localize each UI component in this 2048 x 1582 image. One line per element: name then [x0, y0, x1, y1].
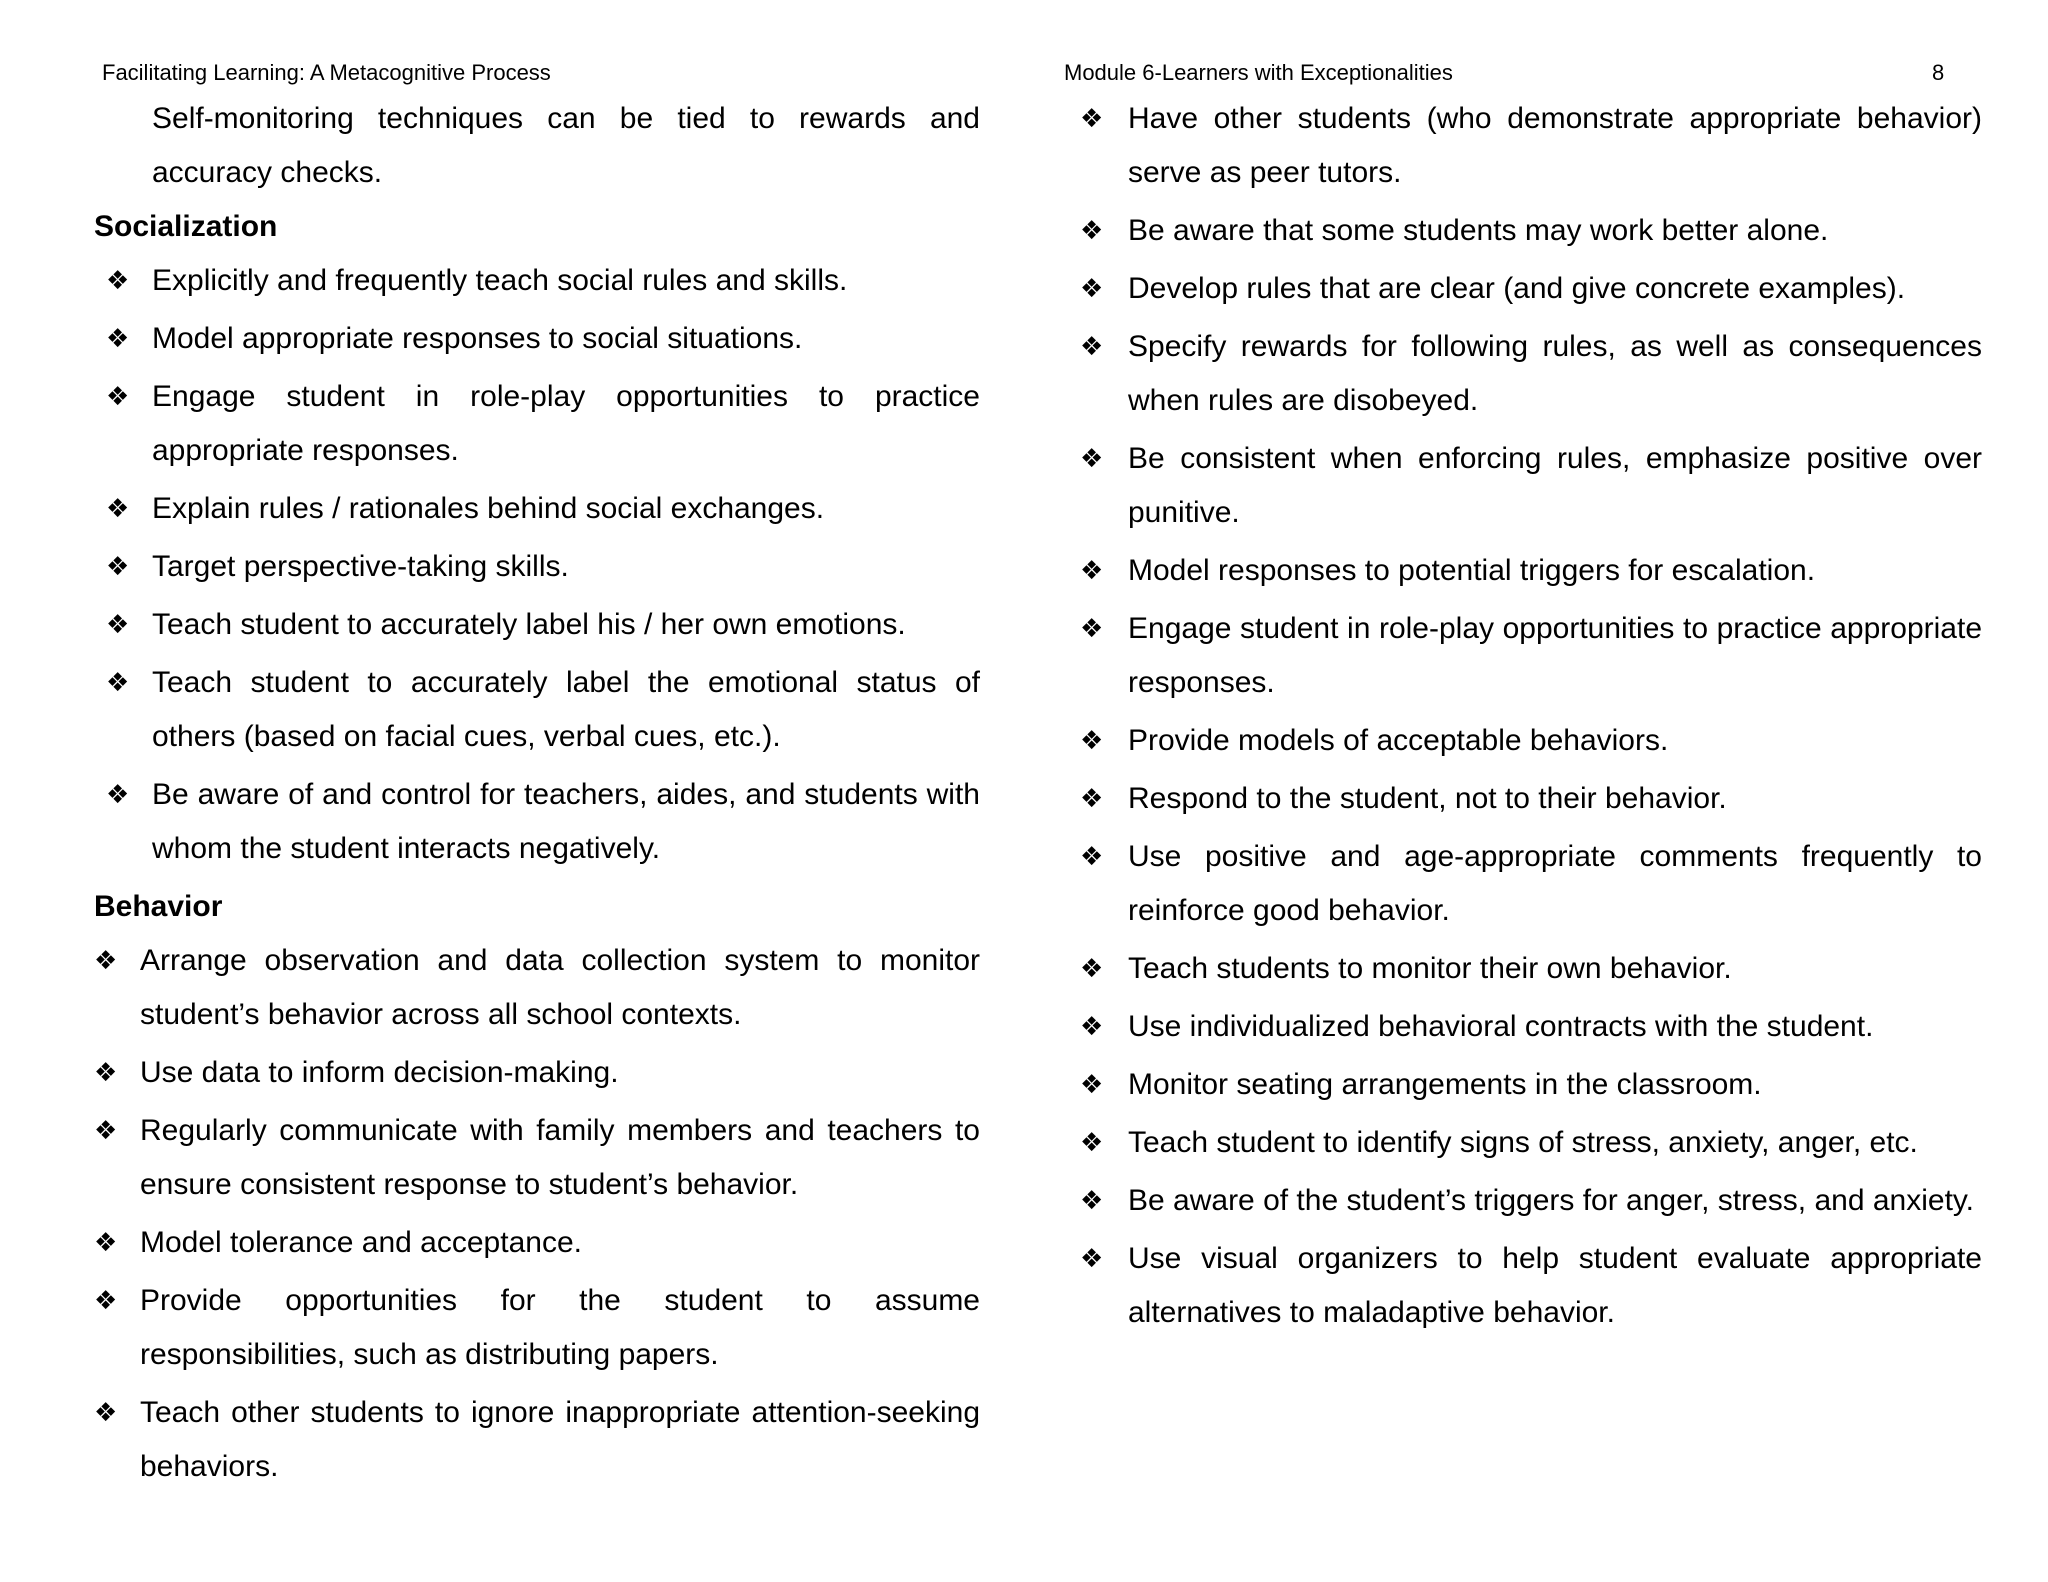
list-item: ❖ Regularly communicate with family members and teachers to ensure consistent response to student’s behavior.: [94, 1104, 980, 1212]
right-page: [1024, 0, 2048, 1582]
behavior-list: [94, 934, 980, 1494]
list-item: ❖ Explain rules / rationales behind social exchanges.: [94, 482, 980, 536]
four-diamond-bullet-icon: ❖: [1080, 1012, 1104, 1042]
four-diamond-bullet-icon: ❖: [94, 1058, 118, 1088]
four-diamond-bullet-icon: ❖: [1080, 842, 1104, 872]
list-item: ❖ Specify rewards for following rules, as well as consequences when rules are disobeyed.: [1070, 320, 1982, 428]
list-item: ❖ Use visual organizers to help student evaluate appropriate alternatives to maladaptive behavior.: [1070, 1232, 1982, 1340]
list-item: ❖ Provide opportunities for the student to assume responsibilities, such as distributing papers.: [94, 1274, 980, 1382]
intro-paragraph: Self-monitoring techniques can be tied to rewards and accuracy checks.: [152, 102, 980, 189]
four-diamond-bullet-icon: ❖: [1080, 332, 1104, 362]
list-item: ❖ Use positive and age-appropriate comments frequently to reinforce good behavior.: [1070, 830, 1982, 938]
list-item: ❖ Use individualized behavioral contracts with the student.: [1070, 1000, 1982, 1054]
four-diamond-bullet-icon: ❖: [94, 1116, 118, 1146]
four-diamond-bullet-icon: ❖: [106, 552, 130, 582]
right-column: [1070, 92, 1982, 1344]
four-diamond-bullet-icon: ❖: [94, 1398, 118, 1428]
four-diamond-bullet-icon: ❖: [1080, 954, 1104, 984]
list-item: ❖ Be aware of and control for teachers, aides, and students with whom the student interacts negatively.: [94, 768, 980, 876]
four-diamond-bullet-icon: ❖: [106, 668, 130, 698]
socialization-list: [94, 254, 980, 876]
four-diamond-bullet-icon: ❖: [1080, 784, 1104, 814]
list-item: ❖ Have other students (who demonstrate appropriate behavior) serve as peer tutors.: [1070, 92, 1982, 200]
list-item: ❖ Teach student to accurately label the emotional status of others (based on facial cues, verbal cues, etc.).: [94, 656, 980, 764]
socialization-heading: Socialization: [94, 210, 278, 243]
list-item: ❖ Target perspective-taking skills.: [94, 540, 980, 594]
four-diamond-bullet-icon: ❖: [1080, 274, 1104, 304]
four-diamond-bullet-icon: ❖: [106, 266, 130, 296]
running-header-right: Module 6-Learners with Exceptionalities: [1064, 60, 1453, 85]
four-diamond-bullet-icon: ❖: [1080, 444, 1104, 474]
list-item: ❖ Teach other students to ignore inappropriate attention-seeking behaviors.: [94, 1386, 980, 1494]
four-diamond-bullet-icon: ❖: [1080, 1244, 1104, 1274]
behavior-list-continued: [1070, 92, 1982, 1340]
four-diamond-bullet-icon: ❖: [94, 946, 118, 976]
four-diamond-bullet-icon: ❖: [106, 382, 130, 412]
four-diamond-bullet-icon: ❖: [94, 1286, 118, 1316]
list-item: ❖ Provide models of acceptable behaviors.: [1070, 714, 1982, 768]
four-diamond-bullet-icon: ❖: [94, 1228, 118, 1258]
four-diamond-bullet-icon: ❖: [106, 494, 130, 524]
list-item: ❖ Teach student to identify signs of stress, anxiety, anger, etc.: [1070, 1116, 1982, 1170]
left-column: [94, 92, 980, 1498]
four-diamond-bullet-icon: ❖: [106, 780, 130, 810]
four-diamond-bullet-icon: ❖: [1080, 216, 1104, 246]
behavior-heading: Behavior: [94, 890, 223, 923]
page-number: 8: [1932, 60, 1945, 85]
list-item: ❖ Model appropriate responses to social situations.: [94, 312, 980, 366]
four-diamond-bullet-icon: ❖: [1080, 1128, 1104, 1158]
running-header-left: Facilitating Learning: A Metacognitive Process: [102, 60, 551, 85]
list-item: ❖ Arrange observation and data collection system to monitor student’s behavior across all school contexts.: [94, 934, 980, 1042]
list-item: ❖ Engage student in role-play opportunities to practice appropriate responses.: [1070, 602, 1982, 710]
list-item: ❖ Teach students to monitor their own behavior.: [1070, 942, 1982, 996]
list-item: ❖ Explicitly and frequently teach social rules and skills.: [94, 254, 980, 308]
four-diamond-bullet-icon: ❖: [106, 324, 130, 354]
list-item: ❖ Monitor seating arrangements in the classroom.: [1070, 1058, 1982, 1112]
list-item: ❖ Be aware that some students may work better alone.: [1070, 204, 1982, 258]
list-item: ❖ Develop rules that are clear (and give concrete examples).: [1070, 262, 1982, 316]
four-diamond-bullet-icon: ❖: [1080, 1186, 1104, 1216]
list-item: ❖ Teach student to accurately label his / her own emotions.: [94, 598, 980, 652]
four-diamond-bullet-icon: ❖: [1080, 1070, 1104, 1100]
four-diamond-bullet-icon: ❖: [106, 610, 130, 640]
list-item: ❖ Model tolerance and acceptance.: [94, 1216, 980, 1270]
four-diamond-bullet-icon: ❖: [1080, 726, 1104, 756]
list-item: ❖ Be aware of the student’s triggers for anger, stress, and anxiety.: [1070, 1174, 1982, 1228]
four-diamond-bullet-icon: ❖: [1080, 556, 1104, 586]
list-item: ❖ Model responses to potential triggers for escalation.: [1070, 544, 1982, 598]
list-item: ❖ Use data to inform decision-making.: [94, 1046, 980, 1100]
list-item: ❖ Respond to the student, not to their behavior.: [1070, 772, 1982, 826]
list-item: ❖ Engage student in role-play opportunities to practice appropriate responses.: [94, 370, 980, 478]
four-diamond-bullet-icon: ❖: [1080, 104, 1104, 134]
four-diamond-bullet-icon: ❖: [1080, 614, 1104, 644]
list-item: ❖ Be consistent when enforcing rules, emphasize positive over punitive.: [1070, 432, 1982, 540]
